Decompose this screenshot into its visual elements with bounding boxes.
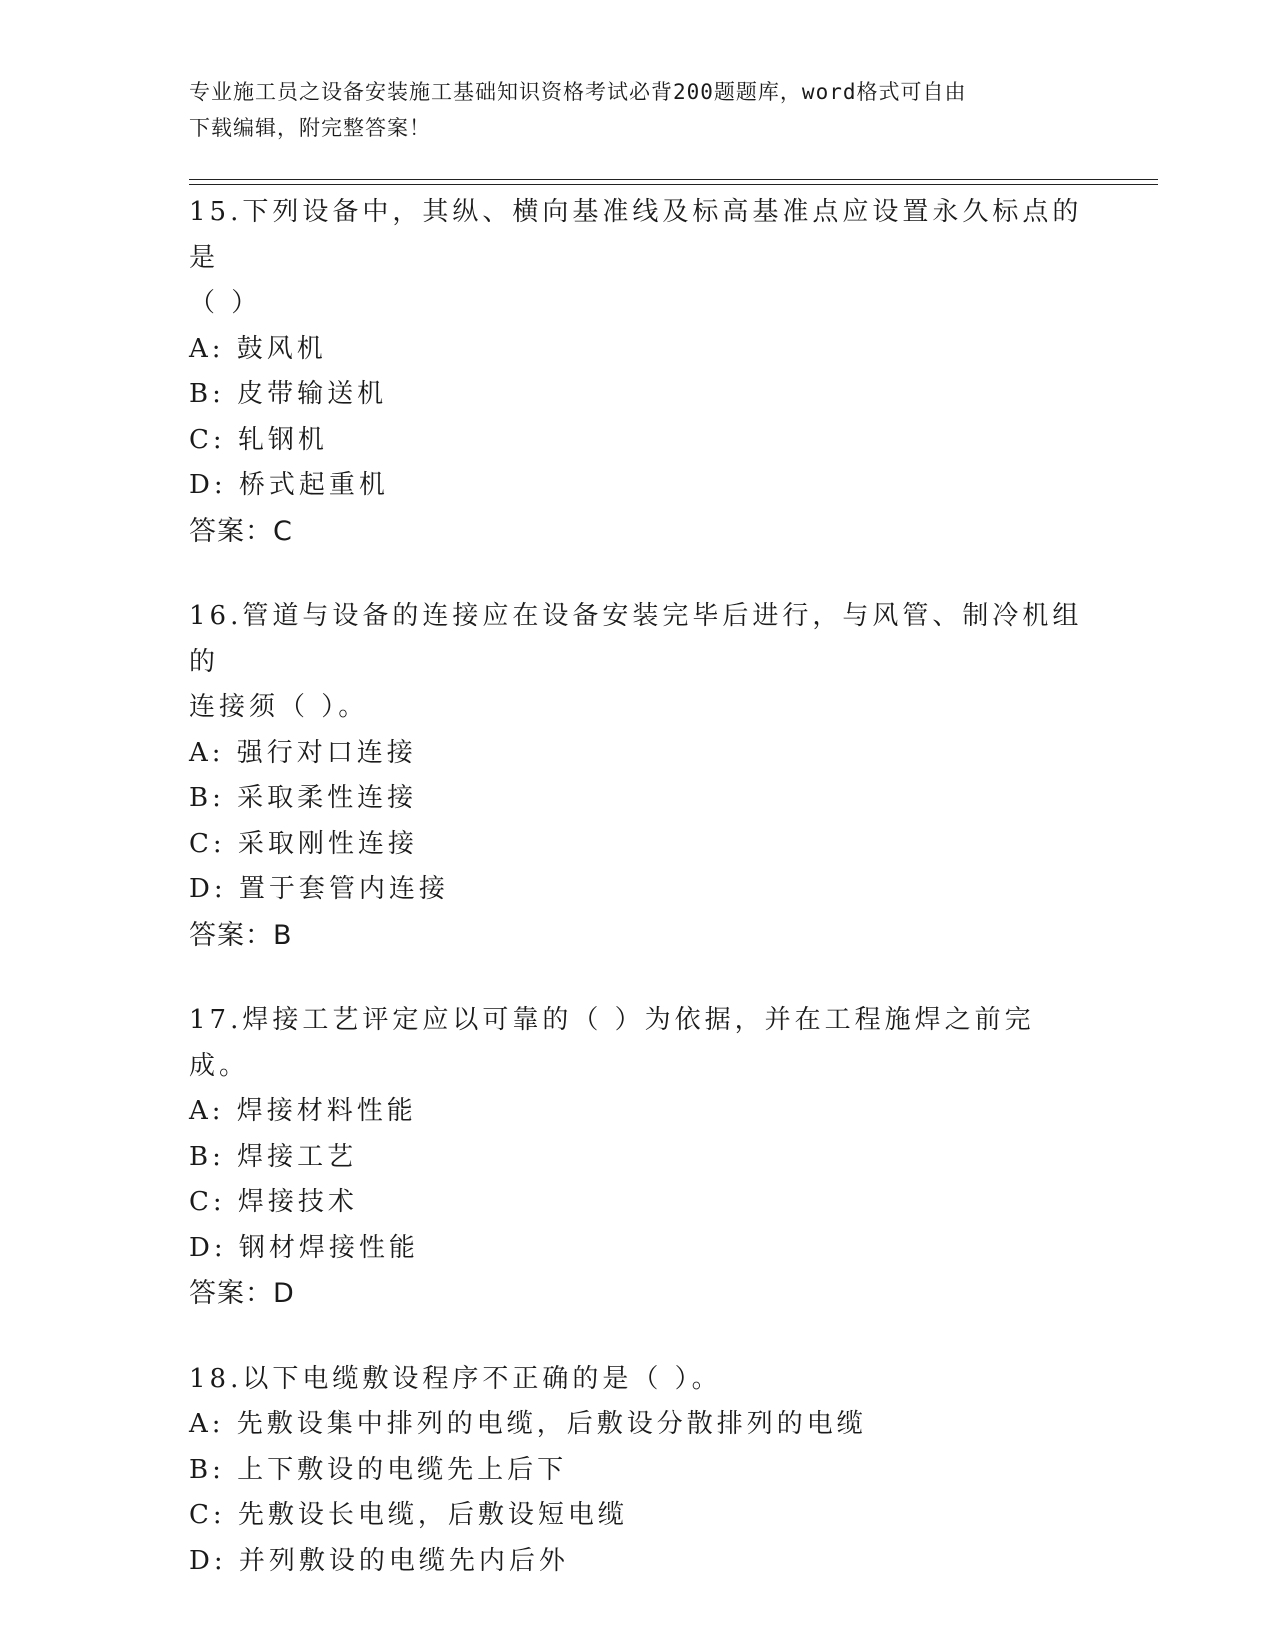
answer-label: 答案：B	[189, 919, 293, 951]
option-a: A: 鼓风机	[189, 333, 327, 364]
question-stem: 18.以下电缆敷设程序不正确的是（ ）。	[189, 1363, 722, 1394]
question-18	[189, 1357, 1089, 1585]
option-d: D: 钢材焊接性能	[189, 1232, 419, 1263]
header-divider	[189, 179, 1158, 180]
option-c: C: 先敷设长电缆，后敷设短电缆	[189, 1500, 628, 1530]
option-b: B: 焊接工艺	[189, 1141, 358, 1172]
header-title-line: 下载编辑，附完整答案！	[189, 116, 431, 140]
option-d: D: 置于套管内连接	[189, 874, 449, 904]
option-c: C: 轧钢机	[189, 424, 328, 455]
question-stem: 17.焊接工艺评定应以可靠的（ ）为依据，并在工程施焊之前完成。	[189, 1005, 1035, 1081]
question-16	[189, 594, 1089, 958]
option-b: B: 上下敷设的电缆先上后下	[189, 1454, 568, 1485]
answer-label: 答案：D	[189, 1278, 295, 1309]
question-stem: （ ）	[189, 288, 262, 318]
option-a: A: 焊接材料性能	[189, 1096, 417, 1126]
answer-label: 答案：C	[189, 515, 293, 547]
option-a: A: 先敷设集中排列的电缆，后敷设分散排列的电缆	[189, 1409, 867, 1439]
option-a: A: 强行对口连接	[189, 737, 417, 768]
question-stem: 16.管道与设备的连接应在设备安装完毕后进行，与风管、制冷机组的	[189, 601, 1083, 677]
question-15	[189, 190, 1089, 554]
option-c: C: 焊接技术	[189, 1187, 358, 1217]
option-b: B: 皮带输送机	[189, 379, 388, 409]
question-list	[189, 190, 1089, 1624]
header-title-line: 专业施工员之设备安装施工基础知识资格考试必背200题题库，word格式可自由	[189, 80, 967, 104]
document-header	[189, 74, 1089, 146]
option-c: C: 采取刚性连接	[189, 828, 418, 859]
question-stem: 连接须（ ）。	[189, 692, 369, 722]
question-stem: 15.下列设备中，其纵、横向基准线及标高基准点应设置永久标点的是	[189, 197, 1083, 273]
option-d: D: 并列敷设的电缆先内后外	[189, 1545, 569, 1576]
header-divider	[189, 184, 1158, 185]
option-d: D: 桥式起重机	[189, 470, 389, 500]
option-b: B: 采取柔性连接	[189, 783, 418, 813]
question-17	[189, 998, 1089, 1317]
